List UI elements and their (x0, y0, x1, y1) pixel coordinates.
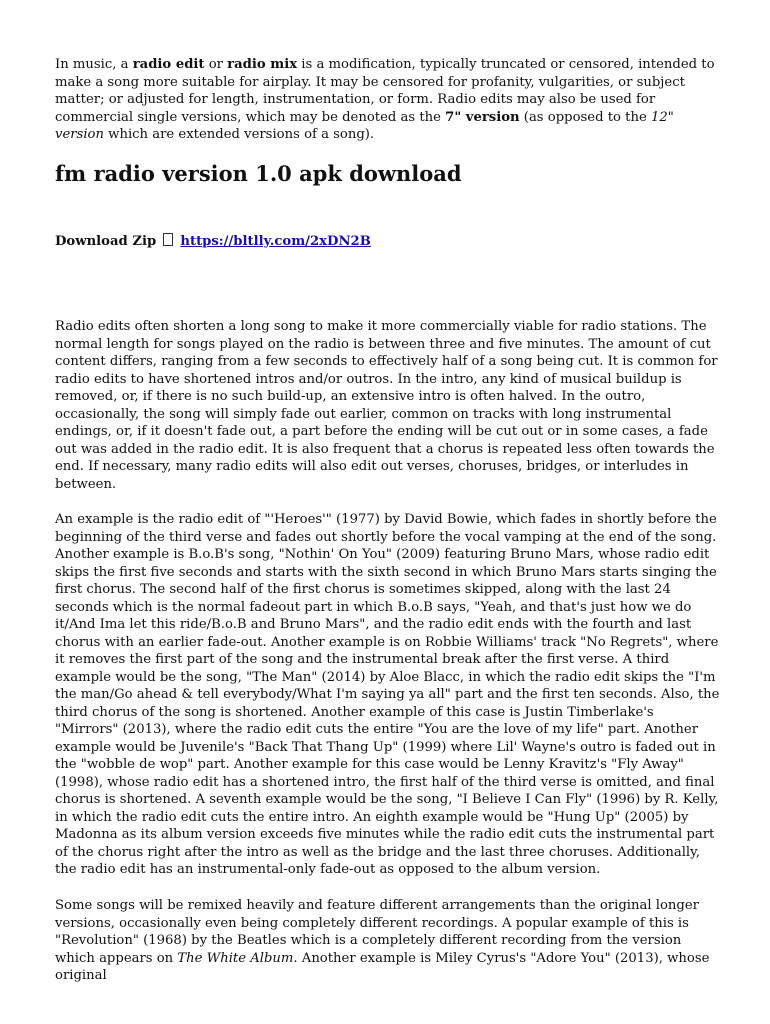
download-line (55, 233, 371, 249)
download-link[interactable]: https://bltlly.com/2xDN2B (180, 234, 371, 249)
download-label: Download Zip (55, 234, 157, 249)
intro-text: which are extended versions of a song). (103, 127, 375, 142)
paragraph-text: . Another example is Miley Cyrus's "Adore You" (2013), whose original (55, 950, 710, 983)
intro-text: is a modification, typically truncated or censored, intended to make a song more suitable for airplay. It may be censored for profanity, vulgarities, or subject matter; or adjusted for length, instrumentation, or form. Radio edits may also be used for commercial single versions, which may be denoted as the (55, 57, 715, 125)
intro-text: In music, a (55, 57, 133, 72)
term-version: version (55, 127, 104, 142)
paragraph-text: Some songs will be remixed heavily and feature different arrangements than the original longer versions, occasionally even being completely different recordings. A popular example of this is "Revolution" (1968) by the Beatles which is a completely different recording from the version which appears on (55, 898, 699, 966)
term-radio-edit: radio edit (132, 57, 205, 72)
box-glyph-icon (163, 233, 173, 246)
intro-text: or (204, 57, 228, 72)
article (55, 56, 720, 983)
body-paragraph (55, 897, 720, 985)
body-paragraph: Radio edits often shorten a long song to make it more commercially viable for radio stations. The normal length for songs played on the radio is between three and five minutes. The amount of cut content differs, ranging from a few seconds to effectively half of a song being cut. It is common for radio edits to have shortened intros and/or outros. In the intro, any kind of musical buildup is removed, or, if there is no such build-up, an extensive intro is often halved. In the outro, occasionally, the song will simply fade out earlier, common on tracks with long instrumental endings, or, if it doesn't fade out, a part before the ending will be cut out or in some cases, a fade out was added in the radio edit. It is also frequent that a chorus is repeated less often towards the end. If necessary, many radio edits will also edit out verses, choruses, bridges, or interludes in between. (55, 319, 718, 492)
intro-text: (as opposed to the (519, 109, 651, 125)
page-title: fm radio version 1.0 apk download (55, 161, 462, 186)
album-title: The White Album (177, 950, 294, 966)
term-12-inch: 12" (650, 109, 674, 125)
term-7-inch-version: 7" version (445, 109, 520, 125)
intro-paragraph (55, 56, 720, 144)
body-paragraph: An example is the radio edit of "'Heroes'" (1977) by David Bowie, which fades in shortly before the beginning of the third verse and fades out shortly before the vocal vamping at the end of the song. Another example is B.o.B's song, "Nothin' On You" (2009) featuring Bruno Mars, whose radio edit skips the first five seconds and starts with the sixth second in which Bruno Mars starts singing the first chorus. The second half of the first chorus is sometimes skipped, along with the last 24 seconds which is the normal fadeout part in which B.o.B says, "Yeah, and that's just how we do it/And Ima let this ride/B.o.B and Bruno Mars", and the radio edit ends with the fourth and last chorus with an earlier fade-out. Another example is on Robbie Williams' track "No Regrets", where it removes the first part of the song and the instrumental break after the first verse. A third example would be the song, "The Man" (2014) by Aloe Blacc, in which the radio edit skips the "I'm the man/Go ahead & tell everybody/What I'm saying ya all" part and the first ten seconds. Also, the third chorus of the song is shortened. Another example of this case is Justin Timberlake's "Mirrors" (2013), where the radio edit cuts the entire "You are the love of my life" part. Another example would be Juvenile's "Back That Thang Up" (1999) where Lil' Wayne's outro is faded out in the "wobble de wop" part. Another example for this case would be Lenny Kravitz's "Fly Away" (1998), whose radio edit has a shortened intro, the first half of the third verse is omitted, and final chorus is shortened. A seventh example would be the song, "I Believe I Can Fly" (1996) by R. Kelly, in which the radio edit cuts the entire intro. An eighth example would be "Hung Up" (2005) by Madonna as its album version exceeds five minutes while the radio edit cuts the instrumental part of the chorus right after the intro as well as the bridge and the last three choruses. Additionally, the radio edit has an instrumental-only fade-out as opposed to the album version. (55, 512, 720, 877)
term-radio-mix: radio mix (227, 57, 298, 72)
